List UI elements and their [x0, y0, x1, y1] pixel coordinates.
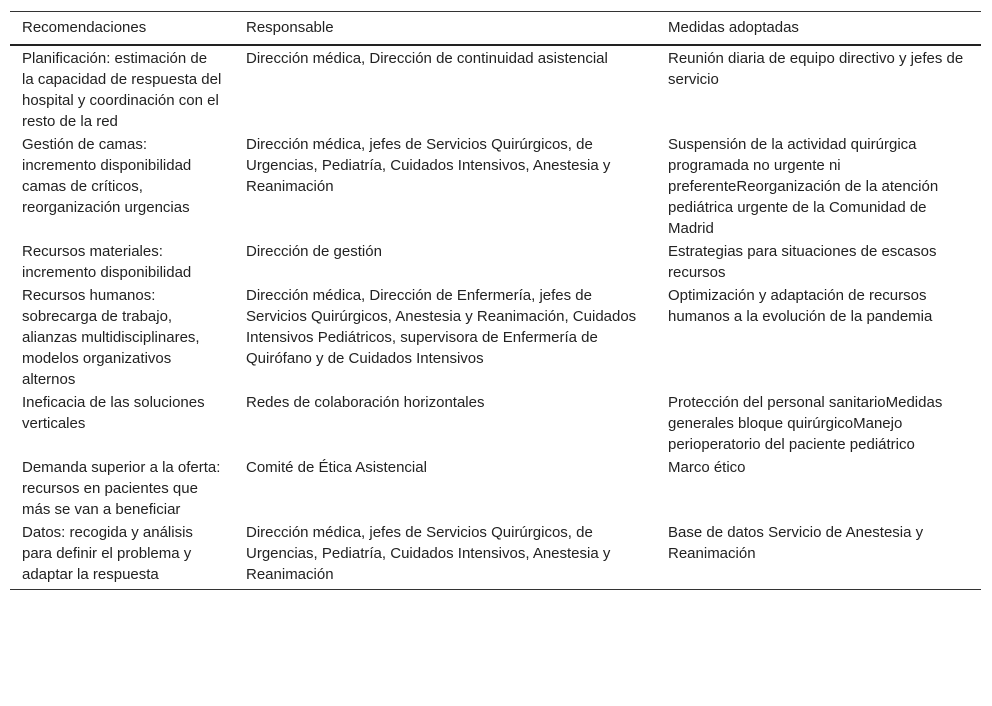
responsable-cell: Dirección médica, Dirección de Enfermería, jefes de Servicios Quirúrgicos, Anestesia y Reanimación, Cuidados Intensivos Pediátricos, supervisora de Enfermería de Quirófano y de Cuidados Intensivos [246, 287, 637, 367]
table-row [10, 520, 981, 590]
medidas-cell: Protección del personal sanitarioMedidas generales bloque quirúrgicoManejo perioperatorio del paciente pediátrico [668, 394, 943, 453]
recomendacion-cell: Recursos materiales: incremento disponibilidad [22, 243, 192, 281]
header-row [10, 12, 981, 46]
table-row [10, 283, 981, 390]
header-medidas: Medidas adoptadas [668, 19, 799, 36]
recomendacion-cell: Gestión de camas: incremento disponibilidad camas de críticos, reorganización urgencias [22, 136, 192, 216]
responsable-cell: Redes de colaboración horizontales [246, 394, 485, 411]
recommendations-table [10, 11, 981, 590]
medidas-cell: Base de datos Servicio de Anestesia y Reanimación [668, 524, 924, 562]
responsable-cell: Dirección de gestión [246, 243, 382, 260]
responsable-cell: Dirección médica, jefes de Servicios Quirúrgicos, de Urgencias, Pediatría, Cuidados Intensivos, Anestesia y Reanimación [246, 136, 611, 195]
recomendacion-cell: Planificación: estimación de la capacidad de respuesta del hospital y coordinación con el resto de la red [22, 50, 222, 130]
table-row [10, 132, 981, 239]
recomendacion-cell: Ineficacia de las soluciones verticales [22, 394, 205, 432]
header-responsable: Responsable [246, 19, 334, 36]
table-row [10, 390, 981, 455]
recomendacion-cell: Datos: recogida y análisis para definir el problema y adaptar la respuesta [22, 524, 193, 583]
table-row [10, 239, 981, 283]
recomendacion-cell: Recursos humanos: sobrecarga de trabajo, alianzas multidisciplinares, modelos organizativos alternos [22, 287, 200, 388]
medidas-cell: Marco ético [668, 459, 746, 476]
medidas-cell: Reunión diaria de equipo directivo y jefes de servicio [668, 50, 964, 88]
medidas-cell: Suspensión de la actividad quirúrgica programada no urgente ni preferenteReorganización de la atención pediátrica urgente de la Comunidad de Madrid [668, 136, 939, 237]
responsable-cell: Dirección médica, Dirección de continuidad asistencial [246, 50, 608, 67]
medidas-cell: Optimización y adaptación de recursos humanos a la evolución de la pandemia [668, 287, 933, 325]
responsable-cell: Dirección médica, jefes de Servicios Quirúrgicos, de Urgencias, Pediatría, Cuidados Intensivos, Anestesia y Reanimación [246, 524, 611, 583]
recomendacion-cell: Demanda superior a la oferta: recursos en pacientes que más se van a beneficiar [22, 459, 221, 518]
table-row [10, 45, 981, 132]
responsable-cell: Comité de Ética Asistencial [246, 459, 427, 476]
table-row [10, 455, 981, 520]
header-recomendaciones: Recomendaciones [22, 19, 147, 36]
medidas-cell: Estrategias para situaciones de escasos recursos [668, 243, 937, 281]
